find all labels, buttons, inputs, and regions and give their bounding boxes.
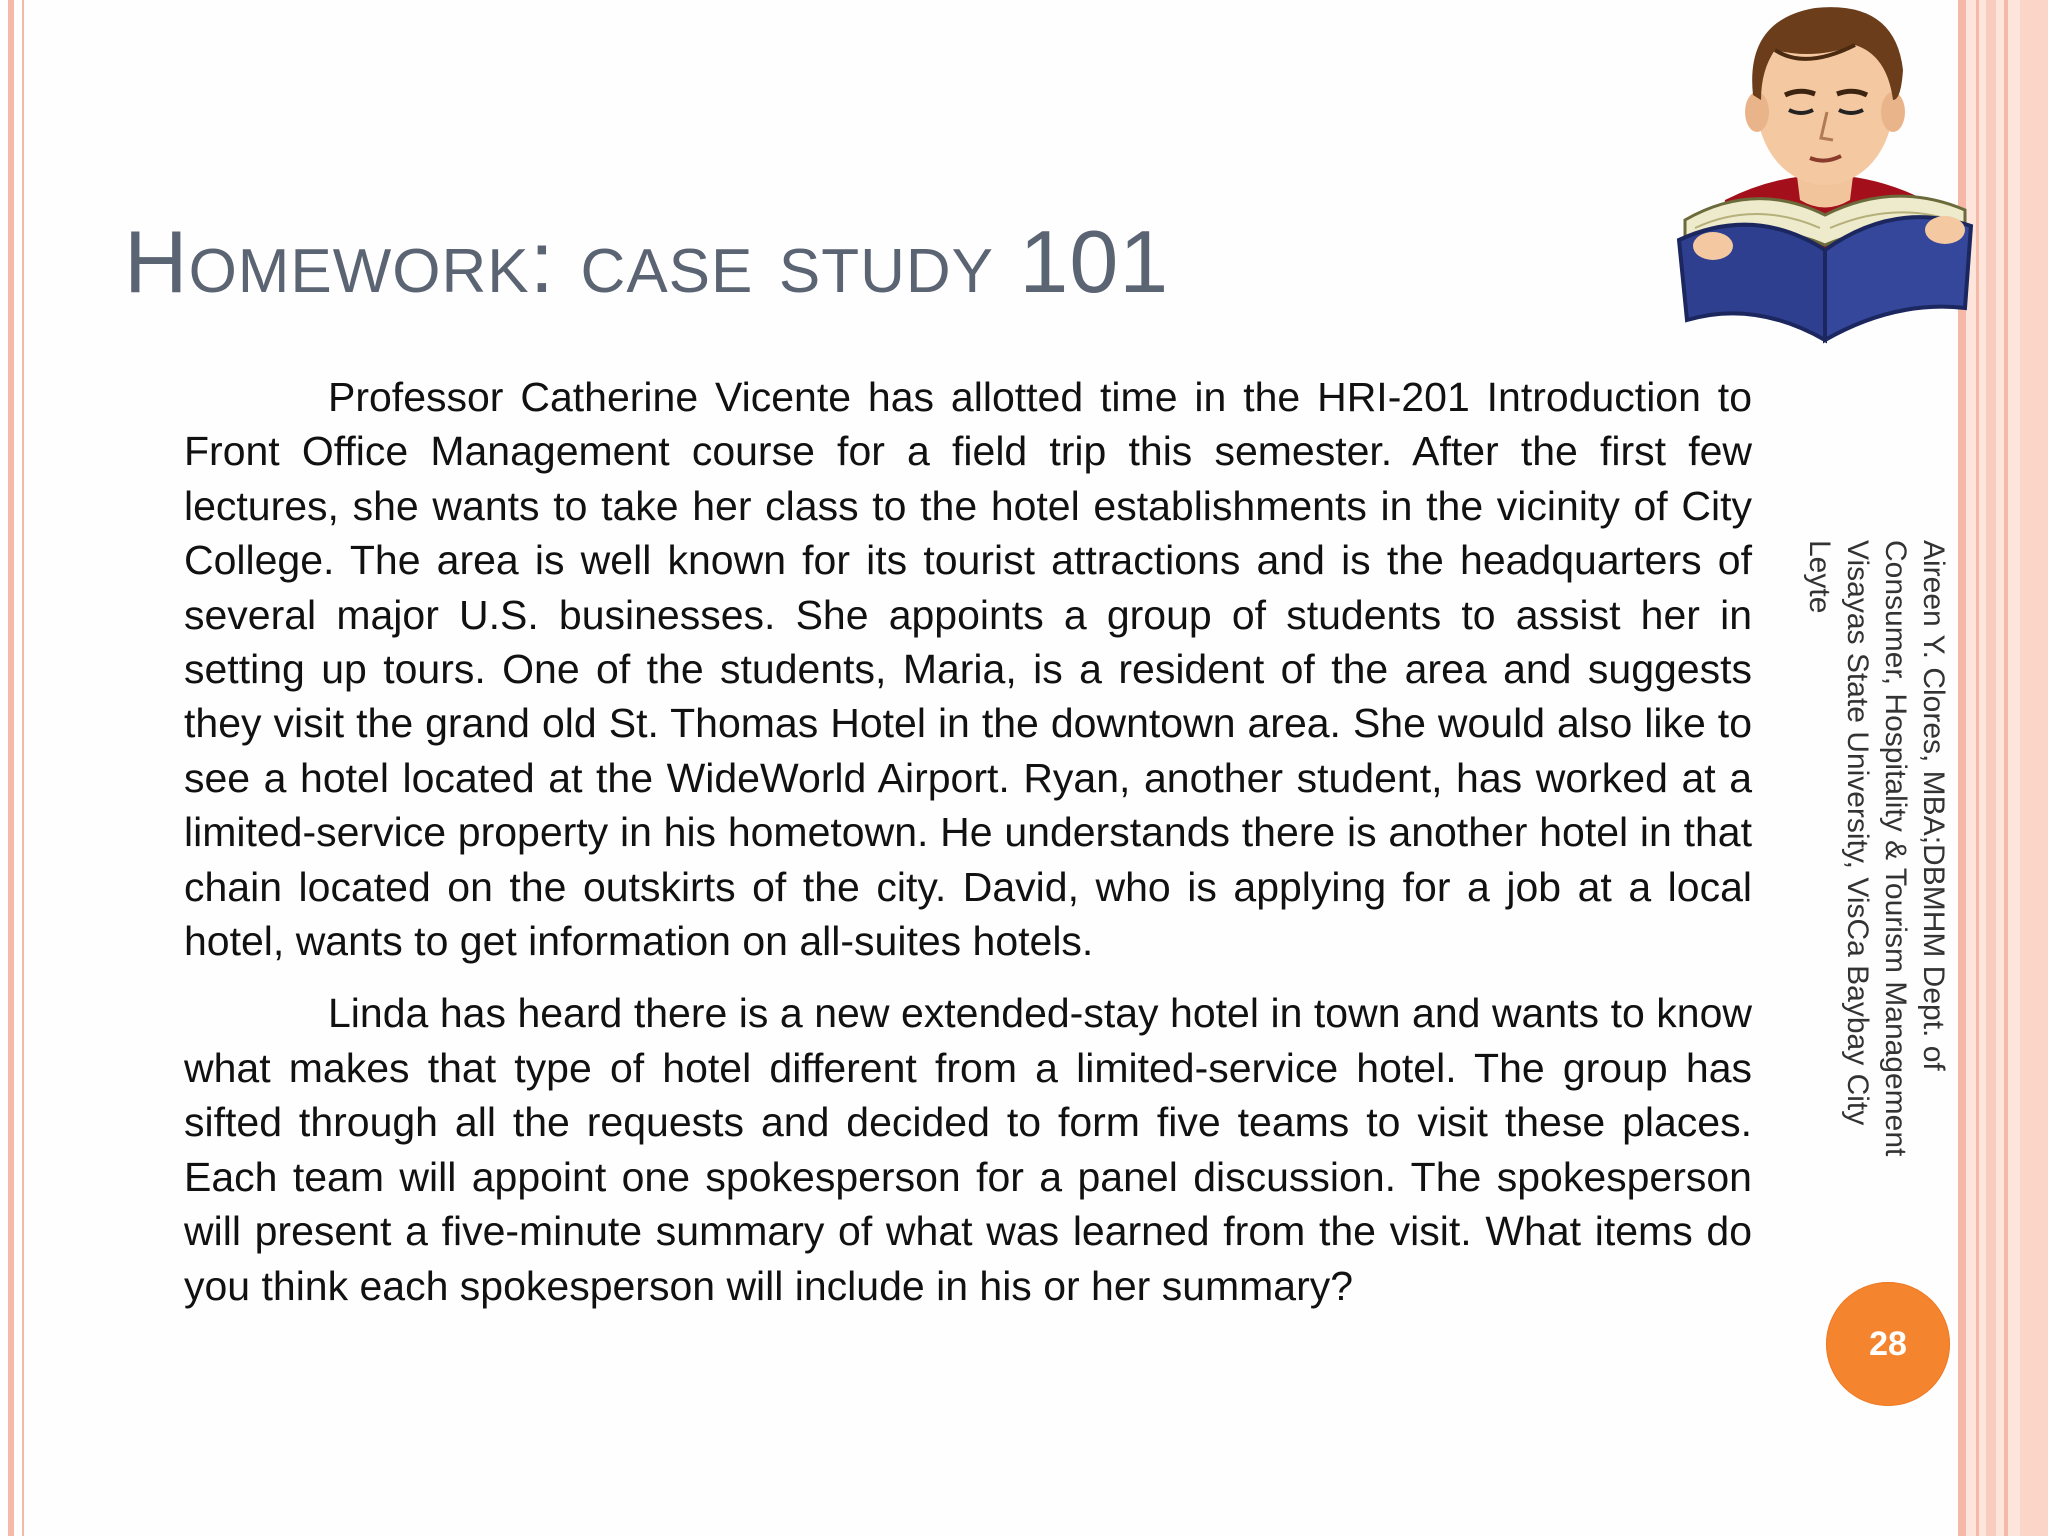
- slide-title-rest: omework: case study 101: [188, 212, 1170, 311]
- right-border-line: [2004, 0, 2008, 1536]
- left-border-line: [8, 0, 14, 1536]
- left-border-line-thin: [22, 0, 24, 1536]
- slide-title: [124, 212, 1624, 312]
- author-footer-note: [1800, 540, 1952, 1160]
- student-reading-book-icon: [1665, 0, 1985, 345]
- right-border-line: [2020, 0, 2048, 1536]
- page-number-badge: [1826, 1282, 1950, 1406]
- slide-title-first-letter: H: [124, 212, 189, 311]
- paragraph-1: Professor Catherine Vicente has allotted time in the HRI-201 Introduction to Front Office Management course for a field trip this semester. After the first few lectures, she wants to take her class to the hotel establishments in the vicinity of City College. The area is well known for its tourist attractions and is the headquarters of several major U.S. businesses. She appoints a group of students to assist her in setting up tours. One of the students, Maria, is a resident of the area and suggests they visit the grand old St. Thomas Hotel in the downtown area. She would also like to see a hotel located at the WideWorld Airport. Ryan, another student, has worked at a limited-service property in his hometown. He understands there is another hotel in that chain located on the outskirts of the city. David, who is applying for a job at a local hotel, wants to get information on all-suites hotels.: [184, 374, 1752, 965]
- author-footer-text: Aireen Y. Clores, MBA;DBMHM Dept. of Consumer, Hospitality & Tourism Management Visayas State University, VisCa Baybay City Leyte: [1803, 540, 1950, 1157]
- page-number: 28: [1869, 1324, 1907, 1363]
- right-border-line: [1986, 0, 1996, 1536]
- paragraph-2: Linda has heard there is a new extended-stay hotel in town and wants to know what makes that type of hotel different from a limited-service hotel. The group has sifted through all the requests and decided to form five teams to visit these places. Each team will appoint one spokesperson for a panel discussion. The spokesperson will present a five-minute summary of what was learned from the visit. What items do you think each spokesperson will include in his or her summary?: [184, 990, 1752, 1309]
- case-study-text: [184, 370, 1752, 1331]
